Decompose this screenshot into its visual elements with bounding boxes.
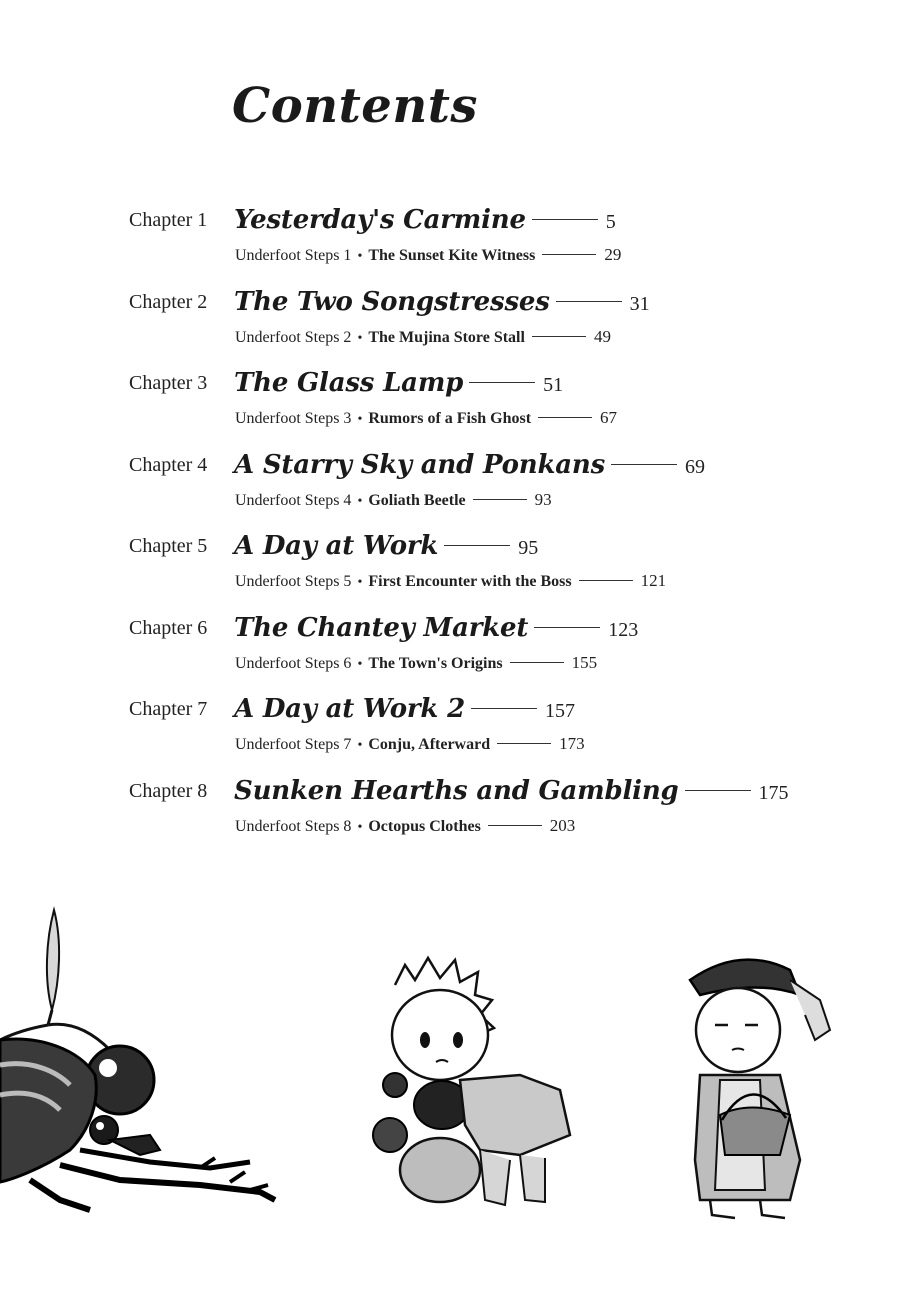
toc-entry (0, 694, 900, 764)
chapter-page-number: 69 (685, 456, 706, 478)
bullet: • (357, 657, 363, 672)
chapter-title: The Glass Lamp (234, 368, 464, 398)
chapter-title: Yesterday's Carmine (234, 205, 526, 235)
chapter-label: Chapter 6 (129, 617, 208, 639)
chapter-page-number: 31 (629, 293, 650, 315)
chapter-label: Chapter 3 (129, 372, 208, 394)
leader-line (685, 790, 751, 791)
chapter-title: Sunken Hearths and Gambling (234, 776, 679, 806)
bullet: • (357, 738, 363, 753)
underfoot-page-number: 155 (571, 653, 598, 672)
toc-entry (0, 450, 900, 520)
chapter-title: A Starry Sky and Ponkans (234, 450, 606, 480)
leader-line (532, 219, 598, 220)
bullet: • (357, 820, 363, 835)
page-title: Contents (232, 78, 478, 134)
underfoot-label: Underfoot Steps 7 (235, 736, 352, 753)
underfoot-label: Underfoot Steps 4 (235, 492, 352, 509)
toc-entry (0, 613, 900, 683)
underfoot-page-number: 173 (559, 734, 585, 753)
chapter-label: Chapter 1 (129, 209, 208, 231)
leader-line (444, 545, 510, 546)
leader-line (488, 825, 542, 826)
bullet: • (357, 494, 363, 509)
underfoot-page-number: 203 (549, 816, 576, 835)
chapter-title: The Chantey Market (234, 613, 529, 643)
toc-entry (0, 531, 900, 601)
chapter-page-number: 123 (608, 619, 639, 641)
beetle-with-cherry-drawing (0, 910, 275, 1210)
underfoot-page-number: 93 (534, 490, 552, 509)
toc-entry (0, 776, 900, 846)
underfoot-title: Octopus Clothes (368, 818, 481, 835)
chapter-page-number: 5 (605, 211, 616, 233)
chapter-title: A Day at Work 2 (234, 694, 465, 724)
underfoot-title: The Sunset Kite Witness (368, 247, 536, 264)
bullet: • (357, 331, 363, 346)
chapter-label: Chapter 8 (129, 780, 208, 802)
underfoot-title: Rumors of a Fish Ghost (368, 410, 532, 427)
chapter-line (234, 368, 563, 398)
leader-line (542, 254, 596, 255)
chapter-line (234, 776, 789, 806)
underfoot-line (235, 490, 552, 510)
chapter-label: Chapter 2 (129, 291, 208, 313)
leader-line (532, 336, 586, 337)
toc-entry (0, 287, 900, 357)
underfoot-label: Underfoot Steps 8 (235, 818, 352, 835)
chapter-label: Chapter 5 (129, 535, 208, 557)
underfoot-label: Underfoot Steps 6 (235, 655, 352, 672)
leader-line (510, 662, 564, 663)
chapter-page-number: 157 (544, 700, 575, 722)
toc-entry (0, 205, 900, 275)
underfoot-line (235, 327, 611, 347)
underfoot-line (235, 816, 575, 836)
underfoot-line (235, 408, 617, 428)
bullet: • (357, 412, 363, 427)
chapter-line (234, 205, 616, 235)
chapter-page-number: 51 (543, 374, 564, 396)
chapter-line (234, 694, 575, 724)
toc-entry (0, 368, 900, 438)
girl-with-basket-drawing (690, 960, 830, 1218)
chapter-title: The Two Songstresses (234, 287, 550, 317)
leader-line (556, 301, 622, 302)
underfoot-title: Goliath Beetle (368, 492, 466, 509)
leader-line (611, 464, 677, 465)
underfoot-label: Underfoot Steps 3 (235, 410, 352, 427)
leader-line (538, 417, 592, 418)
underfoot-label: Underfoot Steps 1 (235, 247, 352, 264)
underfoot-line (235, 245, 621, 265)
chapter-line (234, 450, 705, 480)
underfoot-label: Underfoot Steps 5 (235, 573, 352, 590)
underfoot-title: The Mujina Store Stall (368, 329, 525, 346)
chapter-line (234, 287, 650, 317)
leader-line (579, 580, 633, 581)
underfoot-page-number: 49 (593, 327, 611, 346)
chapter-label: Chapter 7 (129, 698, 208, 720)
bullet: • (357, 575, 363, 590)
bullet: • (357, 249, 363, 264)
leader-line (473, 499, 527, 500)
underfoot-title: The Town's Origins (368, 655, 503, 672)
chapter-line (234, 531, 538, 561)
leader-line (534, 627, 600, 628)
chapter-line (234, 613, 638, 643)
underfoot-page-number: 67 (600, 408, 618, 427)
chapter-label: Chapter 4 (129, 454, 208, 476)
leader-line (497, 743, 551, 744)
leader-line (471, 708, 537, 709)
underfoot-title: First Encounter with the Boss (368, 573, 572, 590)
chapter-page-number: 175 (758, 782, 789, 804)
underfoot-page-number: 121 (640, 571, 667, 590)
chapter-title: A Day at Work (234, 531, 439, 561)
underfoot-line (235, 734, 585, 754)
illustrations (0, 900, 900, 1230)
chapter-page-number: 95 (518, 537, 539, 559)
underfoot-title: Conju, Afterward (368, 736, 491, 753)
leader-line (469, 382, 535, 383)
underfoot-line (235, 571, 666, 591)
underfoot-label: Underfoot Steps 2 (235, 329, 352, 346)
boy-with-fruit-drawing (373, 958, 570, 1205)
underfoot-line (235, 653, 597, 673)
underfoot-page-number: 29 (604, 245, 622, 264)
